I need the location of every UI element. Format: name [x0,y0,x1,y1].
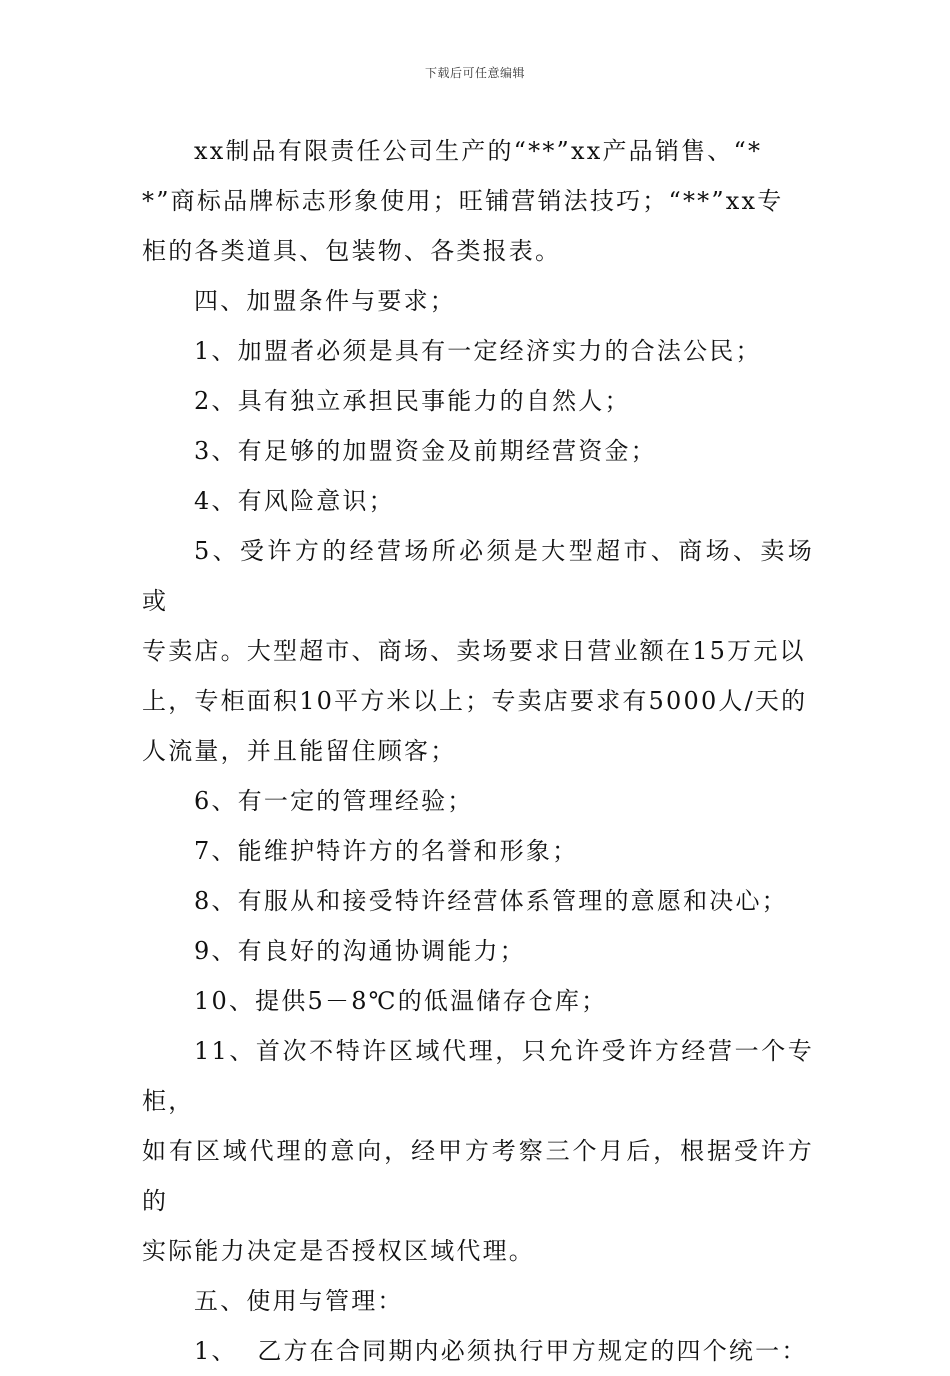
text-line: 柜的各类道具、包装物、各类报表。 [142,237,562,265]
text-line: *”商标品牌标志形象使用；旺铺营销法技巧；“**”xx专 [142,187,784,215]
list-item: 5、受许方的经营场所必须是大型超市、商场、卖场或 [142,537,814,615]
list-item: 6、有一定的管理经验； [194,787,474,815]
list-item: 2、具有独立承担民事能力的自然人； [194,387,631,415]
section-heading: 四、加盟条件与要求； [194,287,456,315]
list-item: 3、有足够的加盟资金及前期经营资金； [194,437,657,465]
text-line: 上，专柜面积10平方米以上；专卖店要求有5000人/天的 [142,687,808,715]
document-body [142,126,814,1376]
text-line: 人流量，并且能留住顾客； [142,737,457,765]
list-item: 1、 乙方在合同期内必须执行甲方规定的四个统一： [194,1337,808,1365]
list-item: 9、有良好的沟通协调能力； [194,937,526,965]
text-line: 如有区域代理的意向，经甲方考察三个月后，根据受许方的 [142,1137,814,1215]
text-line: 专卖店。大型超市、商场、卖场要求日营业额在15万元以 [142,637,806,665]
list-item: 8、有服从和接受特许经营体系管理的意愿和决心； [194,887,788,915]
list-item: 7、能维护特许方的名誉和形象； [194,837,579,865]
list-item: 10、提供5－8℃的低温储存仓库； [194,987,608,1015]
list-item: 4、有风险意识； [194,487,395,515]
page-header: 下载后可任意编辑 [424,66,525,80]
text-line: xx制品有限责任公司生产的“**”xx产品销售、“* [194,137,763,165]
text-line: 实际能力决定是否授权区域代理。 [142,1237,535,1265]
list-item: 1、加盟者必须是具有一定经济实力的合法公民； [194,337,762,365]
list-item: 11、首次不特许区域代理，只允许受许方经营一个专柜， [142,1037,814,1115]
section-heading: 五、使用与管理： [194,1287,404,1315]
